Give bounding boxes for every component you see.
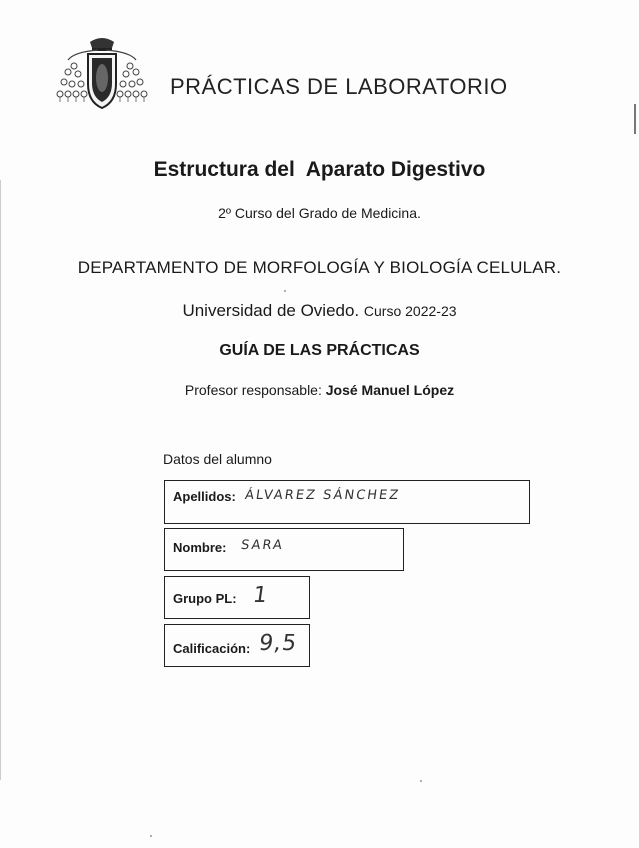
university-name: Universidad de Oviedo. bbox=[182, 301, 360, 320]
grupo-pl-value: 1 bbox=[251, 583, 270, 608]
university-line bbox=[0, 301, 639, 321]
apellidos-box bbox=[164, 480, 530, 524]
scan-mark-right bbox=[634, 104, 636, 134]
university-of-oviedo-crest-icon bbox=[54, 36, 150, 110]
nombre-box bbox=[164, 528, 404, 571]
page-header-title: PRÁCTICAS DE LABORATORIO bbox=[170, 74, 508, 99]
apellidos-value: ÁLVAREZ SÁNCHEZ bbox=[243, 488, 402, 503]
curso-label: Curso 2022-23 bbox=[363, 303, 457, 319]
course-title: Estructura del Aparato Digestivo bbox=[153, 158, 486, 181]
grupo-pl-label: Grupo PL: bbox=[173, 591, 237, 606]
nombre-label: Nombre: bbox=[173, 540, 227, 555]
profesor-name: José Manuel López bbox=[325, 382, 455, 398]
grado-line: 2º Curso del Grado de Medicina. bbox=[218, 205, 421, 221]
profesor-line bbox=[0, 382, 639, 398]
calificacion-box bbox=[164, 624, 310, 667]
nombre-value: SARA bbox=[239, 538, 285, 553]
apellidos-label: Apellidos: bbox=[173, 489, 236, 504]
calificacion-label: Calificación: bbox=[173, 641, 251, 656]
scan-speck bbox=[420, 780, 422, 782]
grupo-pl-box bbox=[164, 576, 310, 619]
scan-speck bbox=[150, 835, 152, 837]
student-data-label: Datos del alumno bbox=[163, 451, 272, 467]
guia-title: GUÍA DE LAS PRÁCTICAS bbox=[219, 342, 420, 359]
department-line: DEPARTAMENTO DE MORFOLOGÍA Y BIOLOGÍA CELULAR. bbox=[77, 258, 562, 277]
profesor-label: Profesor responsable: bbox=[184, 382, 322, 398]
scan-speck bbox=[284, 290, 286, 292]
calificacion-value: 9,5 bbox=[257, 631, 299, 656]
